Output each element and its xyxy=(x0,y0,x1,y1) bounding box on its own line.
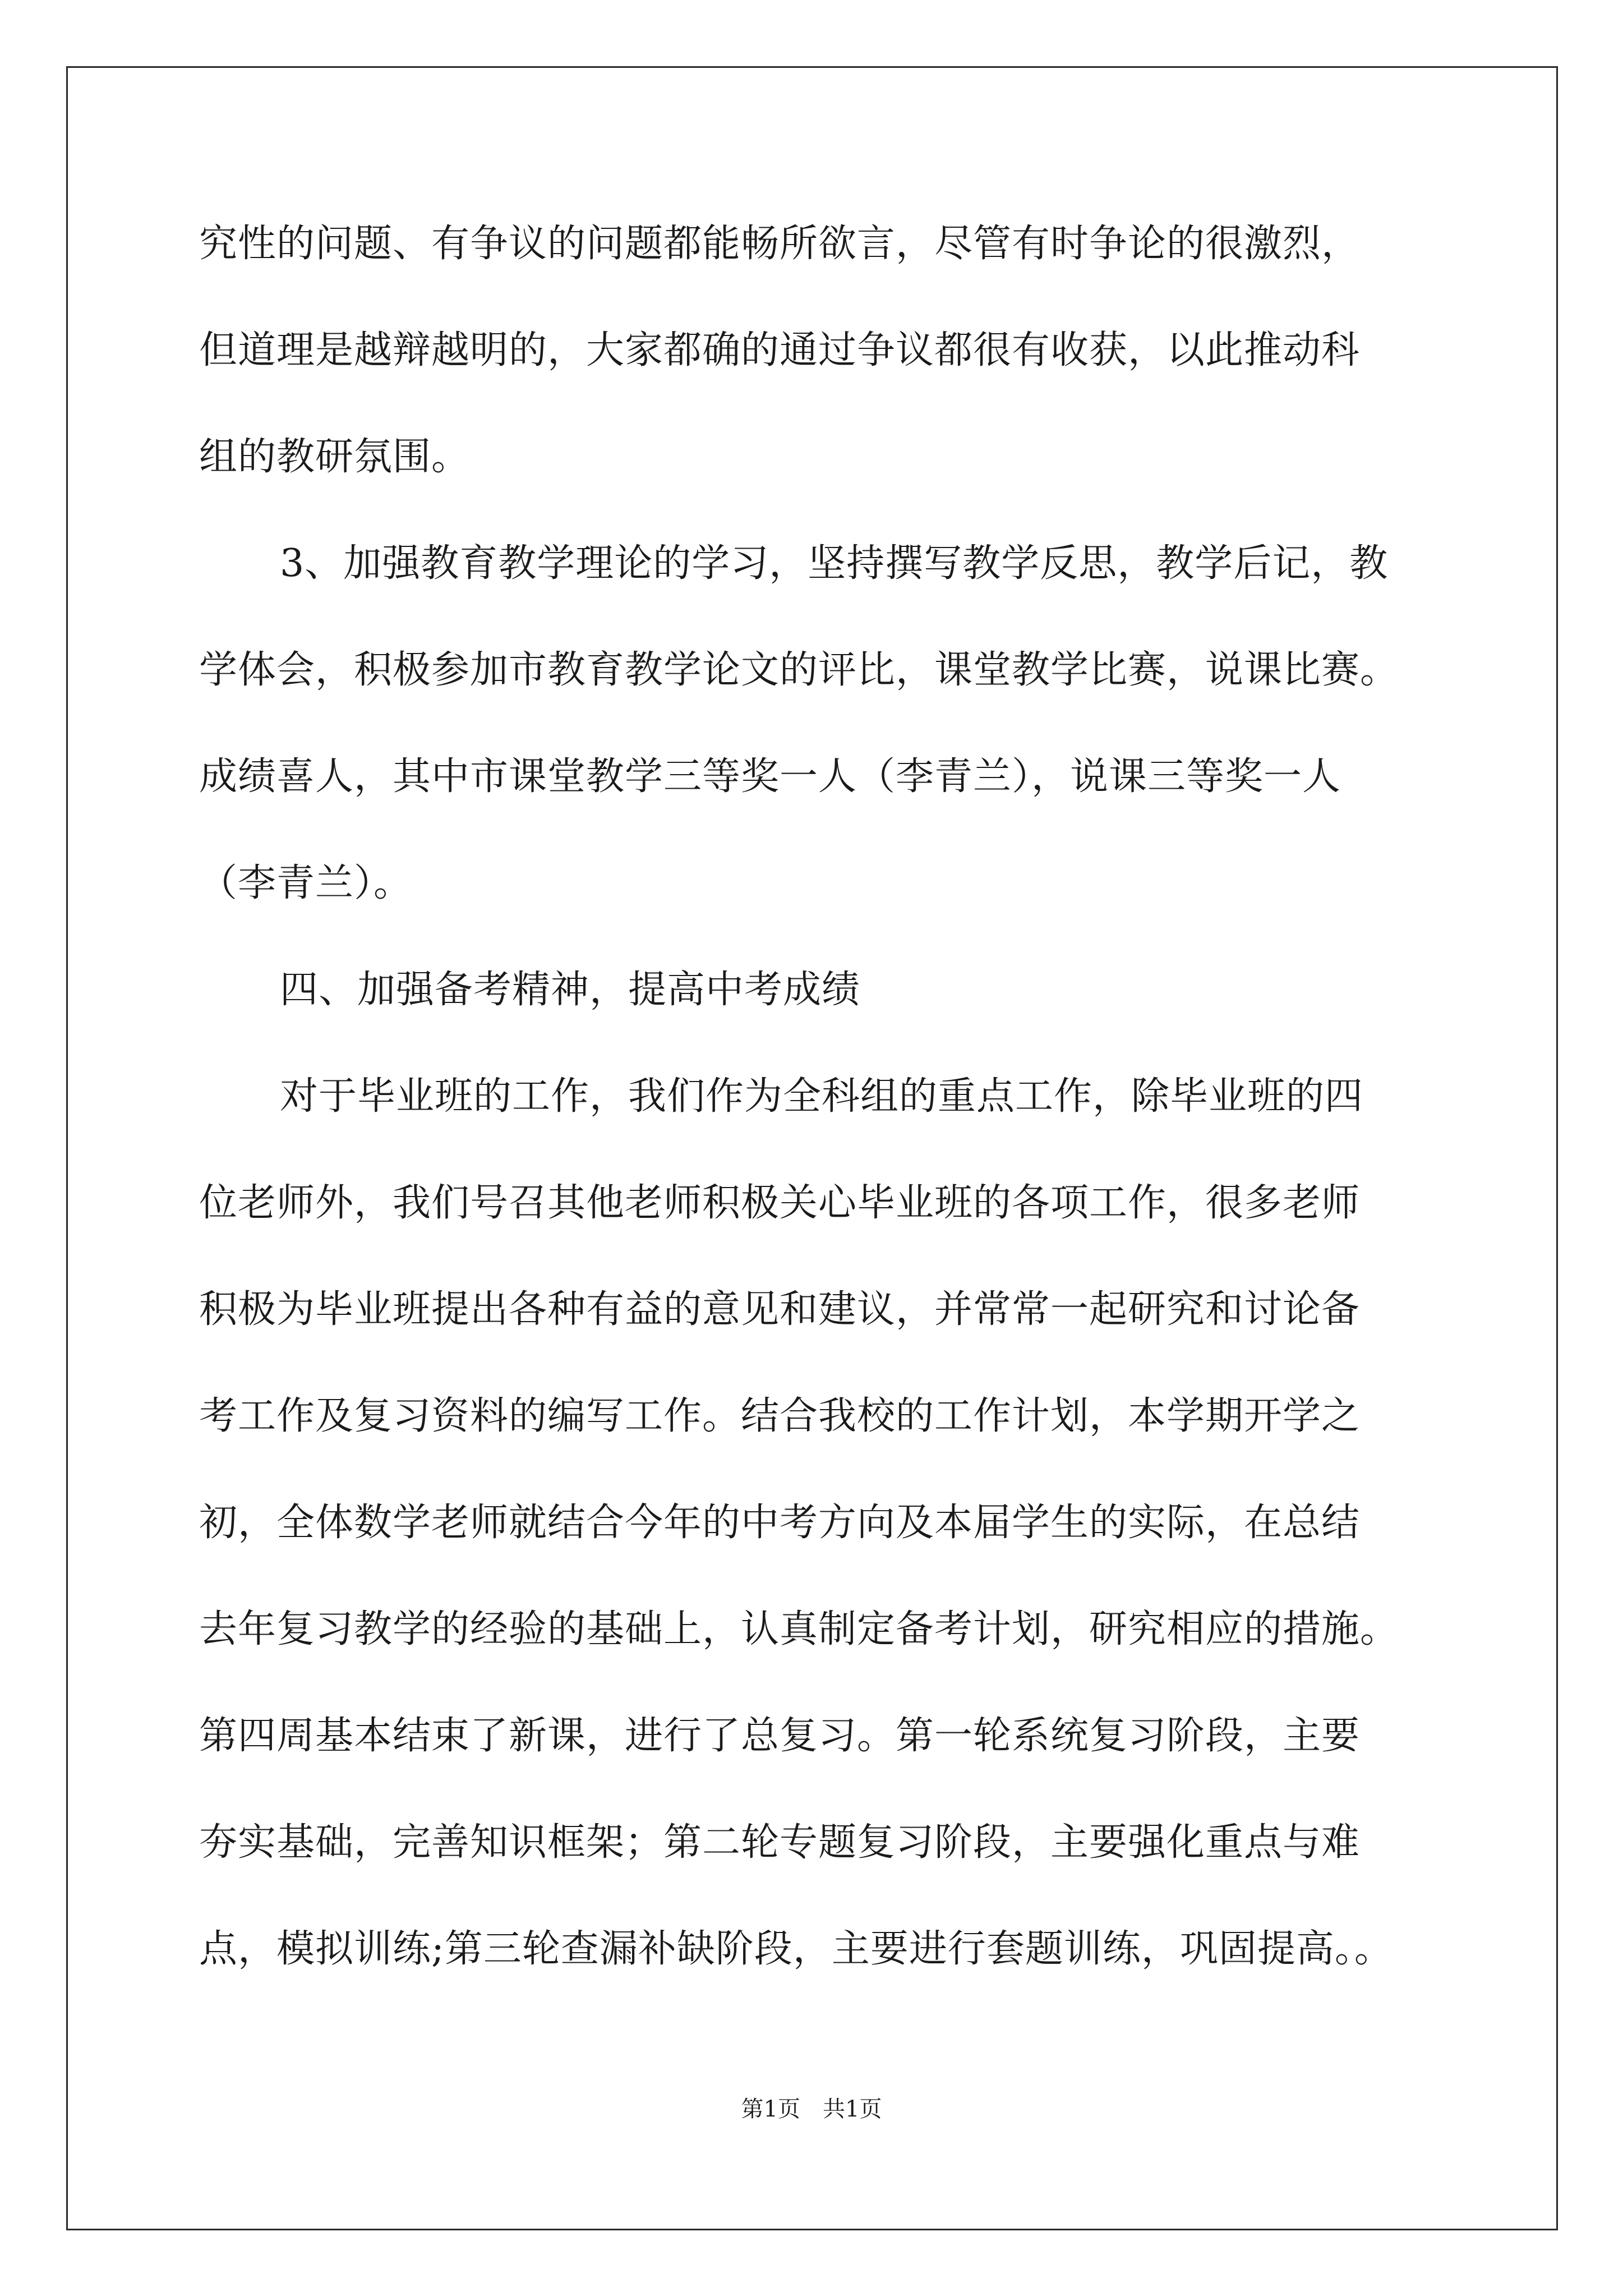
text-line: 3、加强教育教学理论的学习，坚持撰写教学反思，教学后记，教 xyxy=(280,541,1389,586)
text-line: 但道理是越辩越明的，大家都确的通过争议都很有收获，以此推动科 xyxy=(199,328,1361,372)
text-line: 点，模拟训练;第三轮查漏补缺阶段，主要进行套题训练，巩固提高。。 xyxy=(199,1927,1393,1971)
text-line: 学体会，积极参加市教育教学论文的评比，课堂教学比赛，说课比赛。 xyxy=(199,648,1399,692)
text-line: 积极为毕业班提出各种有益的意见和建议，并常常一起研究和讨论备 xyxy=(199,1287,1361,1332)
text-line: 第四周基本结束了新课，进行了总复习。第一轮系统复习阶段，主要 xyxy=(199,1714,1361,1758)
text-line: 夯实基础，完善知识框架；第二轮专题复习阶段，主要强化重点与难 xyxy=(199,1820,1361,1865)
text-line: 究性的问题、有争议的问题都能畅所欲言，尽管有时争论的很激烈， xyxy=(199,222,1361,266)
text-line: 对于毕业班的工作，我们作为全科组的重点工作，除毕业班的四 xyxy=(280,1074,1364,1119)
text-line: 考工作及复习资料的编写工作。结合我校的工作计划，本学期开学之 xyxy=(199,1394,1361,1438)
text-line: 位老师外，我们号召其他老师积极关心毕业班的各项工作，很多老师 xyxy=(199,1181,1361,1225)
page-number-footer: 第1页 共1页 xyxy=(741,2096,882,2122)
section-heading: 四、加强备考精神，提高中考成绩 xyxy=(280,968,861,1012)
text-line: 初，全体数学老师就结合今年的中考方向及本届学生的实际，在总结 xyxy=(199,1501,1361,1545)
text-line: 组的教研氛围。 xyxy=(199,435,471,479)
document-body xyxy=(199,191,1455,2003)
text-line: 成绩喜人，其中市课堂教学三等奖一人（李青兰），说课三等奖一人 xyxy=(199,754,1341,799)
text-line: （李青兰）。 xyxy=(199,861,413,905)
text-line: 去年复习教学的经验的基础上，认真制定备考计划，研究相应的措施。 xyxy=(199,1607,1399,1651)
